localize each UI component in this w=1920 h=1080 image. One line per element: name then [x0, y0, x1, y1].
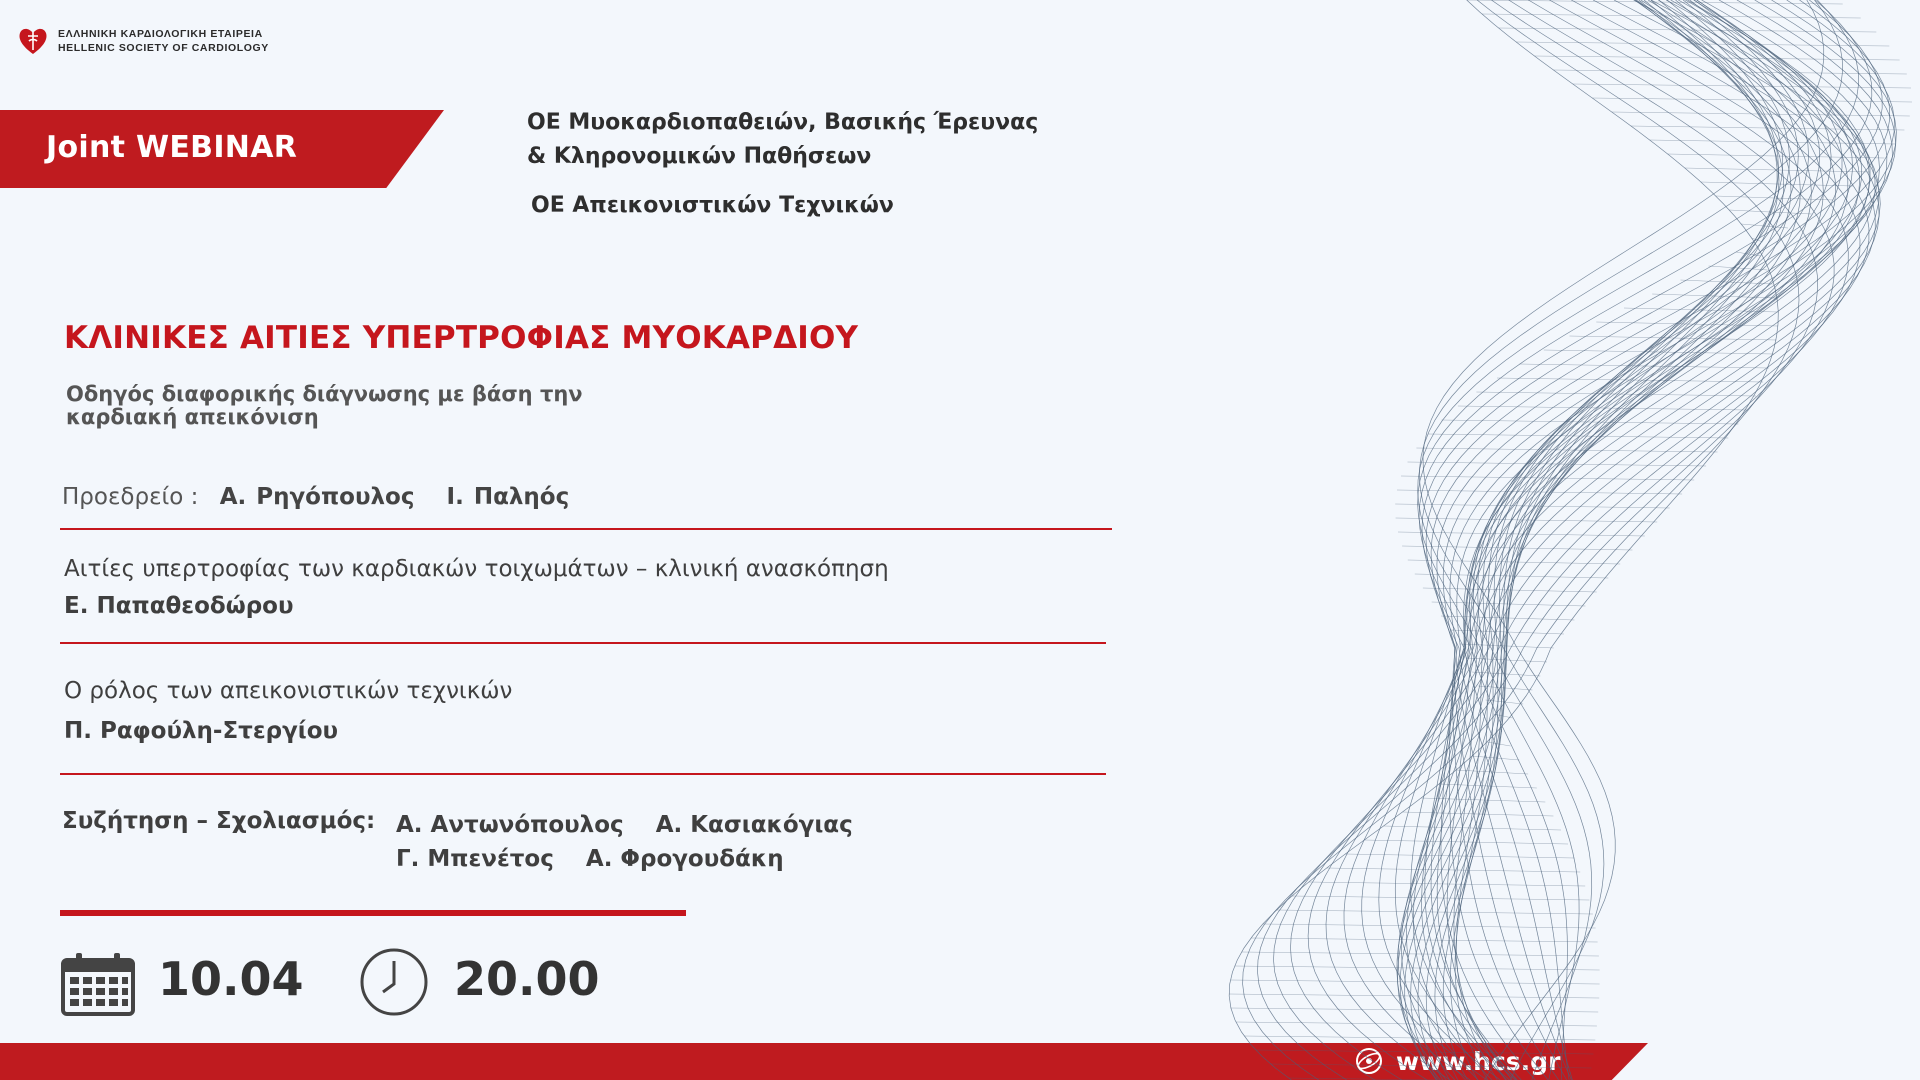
mesh-line [1258, 0, 1818, 1080]
webinar-label: Joint WEBINAR [46, 130, 298, 165]
mesh-crossline [1263, 924, 1596, 928]
mesh-line [1274, 0, 1835, 1080]
mesh-line [1423, 0, 1824, 1080]
mesh-crossline [1327, 868, 1581, 872]
mesh-crossline [1229, 994, 1599, 998]
event-date: 10.04 [158, 952, 304, 1006]
logo-line-greek: ΕΛΛΗΝΙΚΗ ΚΑΡΔΙΟΛΟΓΙΚΗ ΕΤΑΙΡΕΙΑ [58, 28, 263, 40]
wave-mesh-graphic [1140, 0, 1920, 1080]
calendar-icon [60, 951, 136, 1017]
mesh-crossline [1397, 490, 1682, 494]
mesh-line [1418, 0, 1779, 1080]
discussion-row [396, 808, 853, 842]
mesh-line [1425, 0, 1870, 1080]
mesh-crossline [1364, 840, 1568, 844]
mesh-crossline [1408, 462, 1707, 466]
event-title: ΚΛΙΝΙΚΕΣ ΑΙΤΙΕΣ ΥΠΕΡΤΡΟΦΙΑΣ ΜΥΟΚΑΡΔΙΟΥ [64, 320, 859, 356]
chair-names [220, 484, 570, 510]
mesh-line [1401, 0, 1823, 1080]
talk-speaker: Ε. Παπαθεοδώρου [64, 593, 294, 619]
mesh-line [1457, 0, 1832, 1080]
mesh-crossline [1345, 854, 1574, 858]
mesh-crossline [1472, 756, 1519, 760]
mesh-line [1450, 0, 1808, 1080]
mesh-crossline [1421, 798, 1545, 802]
discussant-name: Α. Φρογουδάκη [585, 846, 784, 872]
mesh-crossline [1230, 980, 1599, 984]
mesh-line [1420, 0, 1843, 1080]
chair-name: Ι. Παληός [446, 484, 570, 510]
chair-label: Προεδρείο : [62, 484, 199, 510]
discussant-name: Γ. Μπενέτος [396, 846, 554, 872]
logo-text [58, 27, 269, 55]
mesh-crossline [1458, 406, 1748, 410]
mesh-crossline [1384, 826, 1562, 830]
mesh-line [1291, 0, 1849, 1080]
divider [60, 642, 1106, 644]
subtitle-line-2: καρδιακή απεικόνιση [66, 405, 319, 429]
organizers [527, 106, 1038, 174]
event-time: 20.00 [454, 952, 600, 1006]
mesh-line [1398, 0, 1811, 1080]
talk-title: Ο ρόλος των απεικονιστικών τεχνικών [64, 678, 513, 704]
organizer-line-1: ΟΕ Μυοκαρδιοπαθειών, Βασικής Έρευνας [527, 110, 1039, 135]
mesh-line [1443, 0, 1892, 1080]
mesh-line [1422, 0, 1860, 1080]
clock-icon [355, 947, 433, 1017]
mesh-crossline [1709, 266, 1768, 270]
hcs-logo [16, 24, 269, 58]
discussion-label: Συζήτηση – Σχολιασμός: [62, 808, 376, 834]
heart-logo-icon [16, 24, 50, 58]
chair-name: Α. Ρηγόπουλος [219, 484, 415, 510]
mesh-line [1431, 0, 1870, 1080]
mesh-line [1406, 0, 1835, 1080]
divider [60, 773, 1106, 775]
mesh-crossline [1277, 910, 1593, 914]
organizer-line-3: ΟΕ Απεικονιστικών Τεχνικών [531, 193, 894, 218]
event-subtitle [66, 383, 706, 429]
mesh-line [1418, 0, 1872, 1080]
divider [60, 528, 1112, 530]
mesh-crossline [1236, 1022, 1597, 1026]
mesh-line [1229, 0, 1778, 1080]
mesh-line [1441, 0, 1880, 1080]
subtitle-line-1: Οδηγός διαφορικής διάγνωσης με βάση την [66, 382, 583, 406]
mesh-line [1405, 0, 1779, 1080]
discussion-row [396, 842, 853, 876]
mesh-line [1431, 0, 1896, 1080]
mesh-crossline [1292, 896, 1589, 900]
organizer-line-2: & Κληρονομικών Παθήσεων [527, 144, 872, 169]
mesh-crossline [1415, 574, 1609, 578]
mesh-crossline [1242, 952, 1599, 956]
talk-speaker: Π. Ραφούλη-Στεργίου [64, 718, 339, 744]
mesh-crossline [1416, 448, 1717, 452]
mesh-crossline [1395, 504, 1670, 508]
discussion-names [396, 808, 853, 876]
logo-line-english: HELLENIC SOCIETY OF CARDIOLOGY [58, 42, 269, 54]
section-divider [60, 910, 686, 916]
mesh-crossline [1256, 1050, 1594, 1054]
discussant-name: Α. Αντωνόπουλος [396, 812, 624, 838]
mesh-line [1454, 0, 1842, 1080]
chair-row [62, 484, 569, 510]
talk-title: Αιτίες υπερτροφίας των καρδιακών τοιχωμάτων – κλινική ανασκόπηση [64, 556, 889, 582]
website-text[interactable]: www.hcs.gr [1396, 1046, 1561, 1076]
discussant-name: Α. Κασιακόγιας [655, 812, 853, 838]
